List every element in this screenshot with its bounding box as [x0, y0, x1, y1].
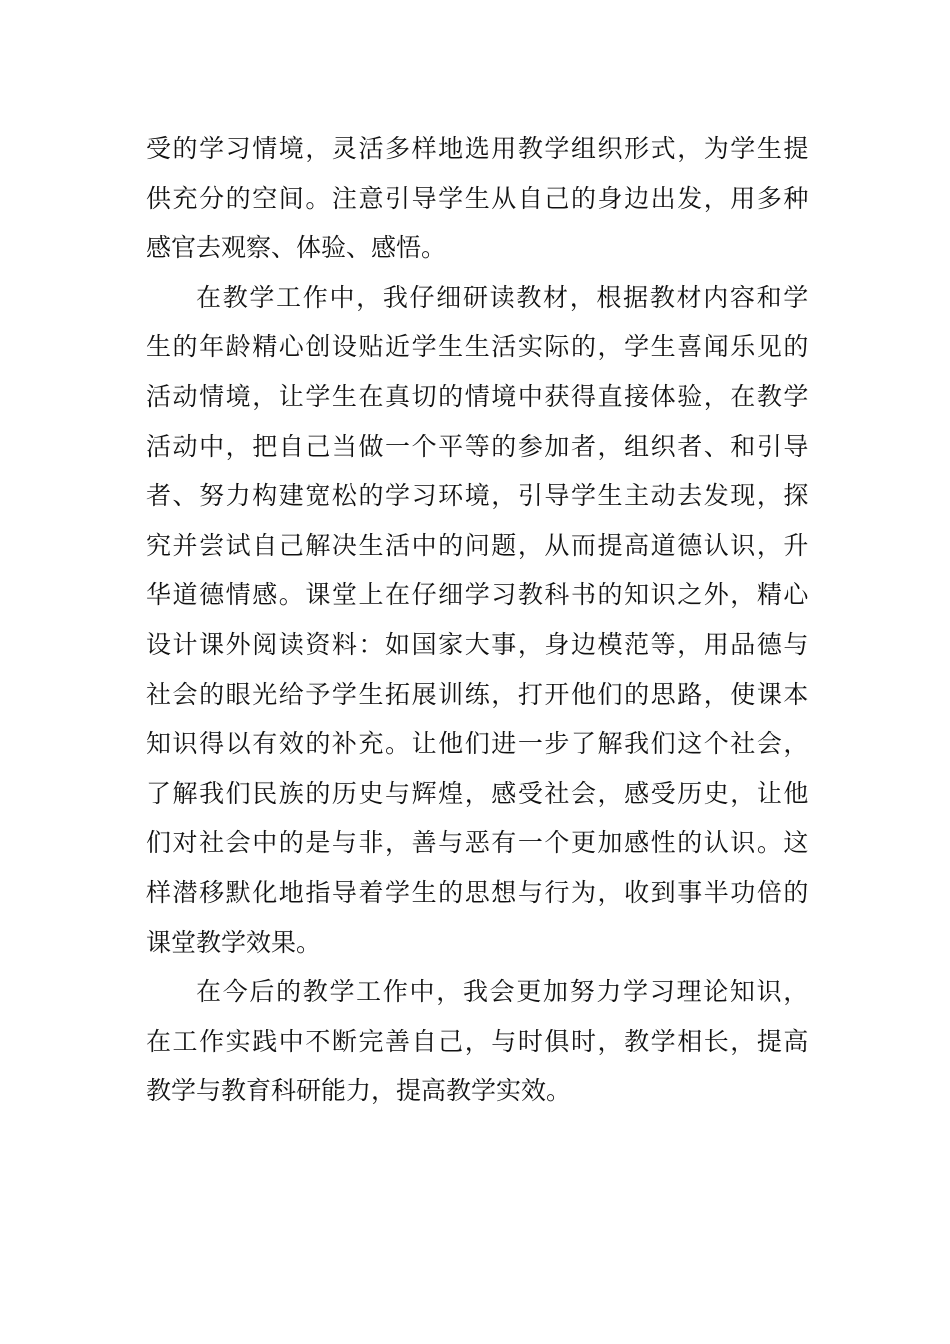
text-line: 者、努力构建宽松的学习环境，引导学生主动去发现，探	[146, 481, 810, 511]
text-line: 活动情境，让学生在真切的情境中获得直接体验，在教学	[146, 381, 810, 411]
text-line: 教学与教育科研能力，提高教学实效。	[146, 1076, 572, 1106]
text-line: 究并尝试自己解决生活中的问题，从而提高道德认识，升	[146, 530, 810, 560]
text-line: 华道德情感。课堂上在仔细学习教科书的知识之外，精心	[146, 580, 810, 610]
paragraph-3	[146, 967, 810, 1116]
paragraph-2	[146, 273, 810, 967]
body-text	[146, 124, 810, 1116]
text-line: 课堂教学效果。	[146, 927, 322, 957]
text-line: 样潜移默化地指导着学生的思想与行为，收到事半功倍的	[146, 877, 810, 907]
text-line: 供充分的空间。注意引导学生从自己的身边出发，用多种	[146, 183, 810, 213]
text-line: 知识得以有效的补充。让他们进一步了解我们这个社会，	[146, 729, 810, 759]
text-line: 们对社会中的是与非，善与恶有一个更加感性的认识。这	[146, 828, 810, 858]
text-line: 在今后的教学工作中，我会更加努力学习理论知识，	[196, 977, 810, 1007]
text-line: 感官去观察、体验、感悟。	[146, 233, 447, 263]
text-line: 在教学工作中，我仔细研读教材，根据教材内容和学	[196, 282, 810, 312]
text-line: 生的年龄精心创设贴近学生生活实际的，学生喜闻乐见的	[146, 332, 810, 362]
text-line: 活动中，把自己当做一个平等的参加者，组织者、和引导	[146, 431, 810, 461]
text-line: 了解我们民族的历史与辉煌，感受社会，感受历史，让他	[146, 778, 810, 808]
text-line: 设计课外阅读资料：如国家大事，身边模范等，用品德与	[146, 629, 810, 659]
text-line: 受的学习情境，灵活多样地选用教学组织形式，为学生提	[146, 134, 810, 163]
text-line: 社会的眼光给予学生拓展训练，打开他们的思路，使课本	[146, 679, 810, 709]
text-line: 在工作实践中不断完善自己，与时俱时，教学相长，提高	[146, 1026, 810, 1056]
paragraph-1	[146, 124, 810, 273]
